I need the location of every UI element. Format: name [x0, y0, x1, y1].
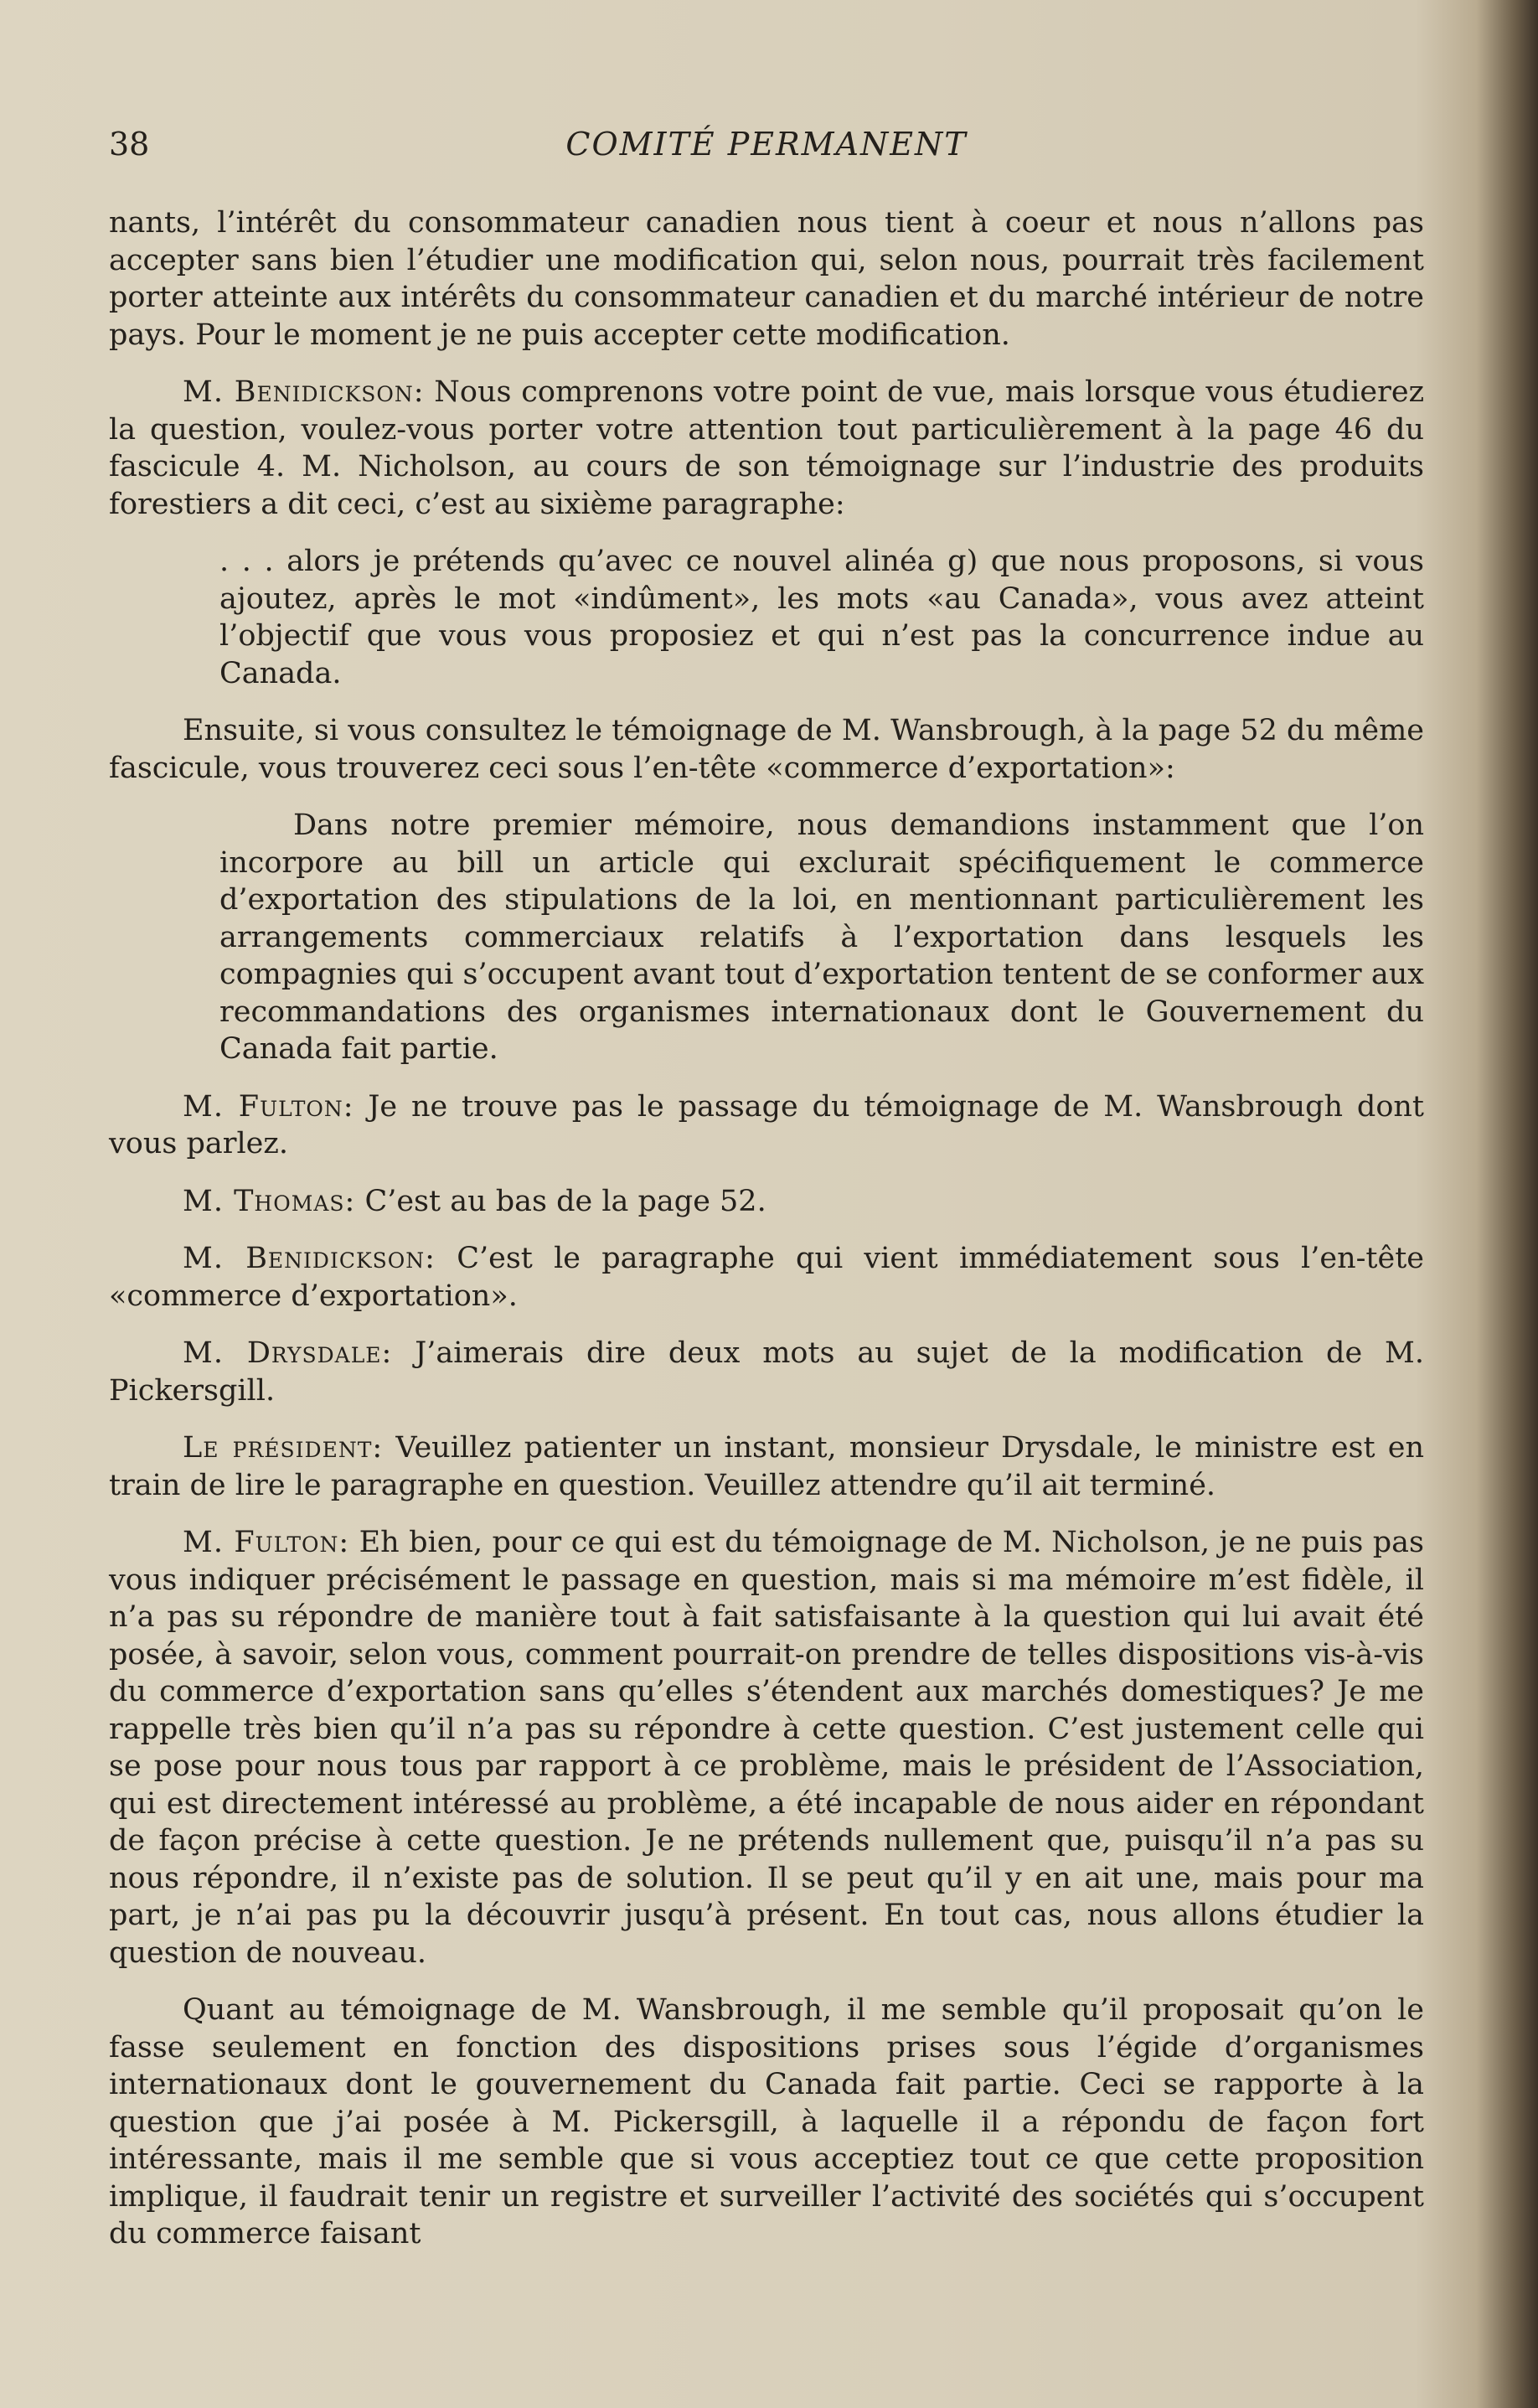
paragraph-fulton-2: M. Fulton: Eh bien, pour ce qui est du témoignage de M. Nicholson, je ne puis pas vous indiquer précisément le passage en question, mais si ma mémoire m’est fidèle, il n’a pas su répondre de manière tout à fait satisfaisante à la question qui lui avait été posée, à savoir, selon vous, comment pourrait-on prendre de telles dispositions vis-à-vis du commerce d’exportation sans qu’elles s’étendent aux marchés domestiques? Je me rappelle très bien qu’il n’a pas su répondre à cette question. C’est justement celle qui se pose pour nous tous par rapport à ce problème, mais le président de l’Association, qui est directement intéressé au problème, a été incapable de nous aider en répondant de façon précise à cette question. Je ne prétends nullement que, puisqu’il n’a pas su nous répondre, il n’existe pas de solution. Il se peut qu’il y en ait une, mais pour ma part, je n’ai pas pu la découvrir jusqu’à présent. En tout cas, nous allons étudier la question de nouveau.: [109, 1526, 1424, 1970]
speaker-name: M. Benidickson:: [183, 375, 425, 409]
document-body: [109, 204, 1424, 2273]
paragraph-drysdale: M. Drysdale: J’aimerais dire deux mots au sujet de la modification de M. Pickersgill.: [109, 1336, 1425, 1408]
quote-nicholson: . . . alors je prétends qu’avec ce nouvel alinéa g) que nous proposons, si vous ajoutez, après le mot «indûment», les mots «au Canada», vous avez atteint l’objectif que vous vous proposiez et qui n’est pas la concurrence indue au Canada.: [219, 545, 1424, 690]
paragraph-fulton-1: M. Fulton: Je ne trouve pas le passage du témoignage de M. Wansbrough dont vous parlez.: [109, 1089, 1425, 1160]
paragraph-president: Le président: Veuillez patienter un instant, monsieur Drysdale, le ministre est en train de lire le paragraphe en question. Veuillez attendre qu’il ait terminé.: [109, 1431, 1424, 1502]
paragraph-ensuite: Ensuite, si vous consultez le témoignage de M. Wansbrough, à la page 52 du même fascicule, vous trouverez ceci sous l’en-tête «commerce d’exportation»:: [109, 714, 1424, 785]
speaker-name: M. Fulton:: [183, 1089, 354, 1124]
speaker-name: Le président:: [183, 1431, 384, 1465]
paragraph-thomas: M. Thomas: C’est au bas de la page 52.: [183, 1184, 766, 1218]
running-title: COMITÉ PERMANENT: [565, 126, 968, 163]
page-number: 38: [109, 126, 150, 163]
paragraph-continuation: nants, l’intérêt du consommateur canadien nous tient à coeur et nous n’allons pas accepter sans bien l’étudier une modification qui, selon nous, pourrait très facilement porter atteinte aux intérêts du consommateur canadien et du marché intérieur de notre pays. Pour le moment je ne puis accepter cette modification.: [109, 206, 1424, 352]
paragraph-quant: Quant au témoignage de M. Wansbrough, il me semble qu’il proposait qu’on le fasse seulement en fonction des dispositions prises sous l’égide d’organismes internationaux dont le gouvernement du Canada fait partie. Ceci se rapporte à la question que j’ai posée à M. Pickersgill, à laquelle il a répondu de façon fort intéressante, mais il me semble que si vous acceptiez tout ce que cette proposition implique, il faudrait tenir un registre et surveiller l’activité des sociétés qui s’occupent du commerce faisant: [109, 1993, 1424, 2250]
paragraph-benidickson-2: M. Benidickson: C’est le paragraphe qui vient immédiatement sous l’en-tête «commerce d’exportation».: [109, 1242, 1424, 1313]
page-header: [109, 126, 1424, 176]
speaker-name: M. Fulton:: [183, 1526, 350, 1559]
quote-wansbrough: Dans notre premier mémoire, nous demandions instamment que l’on incorpore au bill un article qui exclurait spécifiquement le commerce d’exportation des stipulations de la loi, en mentionnant particulièrement les arrangements commerciaux relatifs à l’exportation dans lesquels les compagnies qui s’occupent avant tout d’exportation tentent de se conformer aux recommandations des organismes internationaux dont le Gouvernement du Canada fait partie.: [219, 809, 1424, 1066]
speaker-name: M. Thomas:: [183, 1184, 356, 1218]
speaker-name: M. Benidickson:: [183, 1242, 436, 1275]
paragraph-benidickson-1: M. Benidickson: Nous comprenons votre point de vue, mais lorsque vous étudierez la question, voulez-vous porter votre attention tout particulièrement à la page 46 du fascicule 4. M. Nicholson, au cours de son témoignage sur l’industrie des produits forestiers a dit ceci, c’est au sixième paragraphe:: [109, 375, 1425, 521]
speaker-name: M. Drysdale:: [183, 1336, 393, 1370]
